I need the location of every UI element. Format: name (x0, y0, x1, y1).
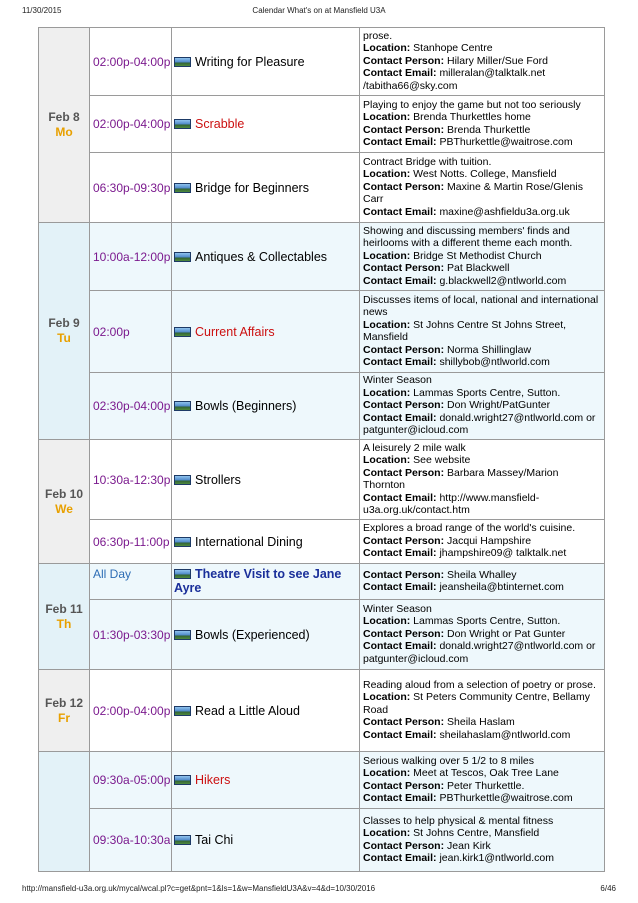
location-label: Location: (363, 168, 411, 181)
event-icon[interactable] (174, 57, 191, 67)
event-title[interactable]: Writing for Pleasure (195, 54, 305, 69)
event-title-cell[interactable] (172, 752, 360, 809)
event-contact-email: PBThurkettle@waitrose.com (439, 792, 573, 804)
event-contact-email: donald.wright27@ntlworld.com or patgunter@icloud.com (363, 411, 596, 437)
event-contact-person: Don Wright/PatGunter (447, 399, 551, 412)
event-details (360, 752, 605, 809)
contact-person-label: Contact Person: (363, 54, 445, 67)
day-cell (39, 670, 90, 752)
event-time: 02:00p-04:00p (90, 28, 172, 96)
event-contact-email: g.blackwell2@ntlworld.com (439, 274, 567, 287)
event-location: St Johns Centre, Mansfield (413, 827, 540, 839)
event-contact-email: shillybob@ntlworld.com (439, 356, 550, 368)
event-details (360, 291, 605, 373)
day-date: Feb 11 (45, 601, 83, 616)
event-time: 02:30p-04:00p (90, 373, 172, 440)
event-details (360, 670, 605, 752)
event-contact-person: Don Wright or Pat Gunter (447, 627, 566, 640)
contact-email-label: Contact Email: (363, 640, 437, 653)
contact-person-label: Contact Person: (363, 534, 445, 547)
calendar-table (38, 27, 605, 872)
event-description: Reading aloud from a selection of poetry or prose. (363, 678, 596, 691)
event-contact-person: Jean Kirk (447, 839, 491, 852)
event-row (39, 809, 605, 872)
event-description: Showing and discussing members' finds and heirlooms with a different theme each month. (363, 224, 573, 250)
contact-person-label: Contact Person: (363, 779, 445, 792)
contact-email-label: Contact Email: (363, 491, 437, 504)
event-location: Lammas Sports Centre, Sutton. (413, 615, 561, 628)
event-row (39, 600, 605, 670)
contact-person-label: Contact Person: (363, 627, 445, 640)
event-contact-email: jeansheila@btinternet.com (439, 581, 564, 593)
event-description: Discusses items of local, national and international news (363, 293, 599, 318)
event-details (360, 223, 605, 291)
contact-email-label: Contact Email: (363, 411, 437, 424)
contact-person-label: Contact Person: (363, 180, 445, 193)
event-title-cell[interactable] (172, 223, 360, 291)
event-title-cell[interactable] (172, 564, 360, 600)
event-time: 09:30a-10:30a (90, 809, 172, 872)
event-time: 02:00p-04:00p (90, 670, 172, 752)
day-date: Feb 12 (44, 695, 83, 710)
event-contact-email: maxine@ashfieldu3a.org.uk (439, 205, 570, 218)
event-title-cell[interactable] (172, 809, 360, 872)
print-date: 11/30/2015 (22, 6, 62, 15)
event-title-cell[interactable] (172, 96, 360, 153)
event-title[interactable]: Antiques & Collectables (195, 249, 328, 264)
event-icon[interactable] (174, 475, 191, 485)
event-description: A leisurely 2 mile walk (363, 441, 466, 454)
print-url: http://mansfield-u3a.org.uk/mycal/wcal.pl?c=get&pnt=1&ls=1&w=MansfieldU3A&v=4&d=10/30/2016 (22, 884, 376, 893)
day-cell (39, 564, 90, 670)
location-label: Location: (363, 42, 411, 55)
day-cell (39, 223, 90, 440)
event-title[interactable]: Hikers (195, 773, 231, 787)
contact-email-label: Contact Email: (363, 274, 437, 287)
contact-email-label: Contact Email: (363, 792, 437, 804)
event-title[interactable]: Bowls (Beginners) (195, 399, 297, 413)
event-location: Bridge St Methodist Church (413, 249, 542, 262)
event-title-cell[interactable] (172, 670, 360, 752)
event-icon[interactable] (174, 119, 191, 129)
event-row (39, 440, 605, 520)
event-description: Contract Bridge with tuition. (363, 155, 492, 168)
event-title[interactable]: Scrabble (195, 117, 245, 131)
event-details (360, 600, 605, 670)
event-description: Playing to enjoy the game but not too seriously (363, 98, 581, 111)
day-cell (39, 28, 90, 223)
day-cell (39, 752, 90, 872)
contact-person-label: Contact Person: (363, 343, 445, 356)
event-title-cell[interactable] (172, 440, 360, 520)
contact-person-label: Contact Person: (363, 568, 445, 581)
contact-email-label: Contact Email: (363, 547, 437, 560)
event-location: Meet at Tescos, Oak Tree Lane (413, 767, 559, 779)
event-title-cell[interactable] (172, 153, 360, 223)
event-time: 10:30a-12:30p (90, 440, 172, 520)
location-label: Location: (363, 111, 411, 123)
event-description: Classes to help physical & mental fitness (363, 814, 554, 827)
event-contact-person: Hilary Miller/Sue Ford (447, 54, 548, 67)
day-date: Feb 8 (48, 110, 80, 124)
event-description: prose. (363, 29, 393, 42)
event-location: See website (413, 454, 471, 466)
event-icon[interactable] (174, 775, 191, 785)
event-details (360, 153, 605, 223)
event-time: 02:00p (90, 291, 172, 373)
event-title[interactable]: Read a Little Aloud (195, 703, 300, 718)
event-row (39, 670, 605, 752)
event-time: 01:30p-03:30p (90, 600, 172, 670)
event-title[interactable]: Bowls (Experienced) (195, 627, 310, 642)
contact-email-label: Contact Email: (363, 581, 437, 593)
event-row (39, 520, 605, 564)
location-label: Location: (363, 454, 411, 466)
location-label: Location: (363, 318, 411, 331)
day-date: Feb 9 (48, 316, 80, 330)
event-icon[interactable] (174, 252, 191, 262)
event-time: 09:30a-05:00p (90, 752, 172, 809)
event-contact-email: milleralan@talktalk.net /tabitha66@sky.com (363, 67, 546, 92)
contact-person-label: Contact Person: (363, 466, 445, 479)
contact-email-label: Contact Email: (363, 67, 437, 80)
event-contact-person: Brenda Thurkettle (447, 123, 531, 136)
event-contact-person: Sheila Haslam (447, 716, 515, 729)
event-details (360, 520, 605, 564)
event-description: Winter Season (363, 374, 432, 387)
location-label: Location: (363, 767, 411, 779)
event-details (360, 440, 605, 520)
contact-email-label: Contact Email: (363, 852, 437, 864)
event-location: Brenda Thurkettles home (413, 111, 531, 123)
event-row (39, 96, 605, 153)
day-name: Mo (55, 125, 73, 139)
event-contact-email: sheilahaslam@ntlworld.com (439, 728, 571, 741)
event-row (39, 223, 605, 291)
day-name: We (55, 501, 73, 516)
contact-person-label: Contact Person: (363, 839, 445, 852)
event-icon[interactable] (174, 401, 191, 411)
event-time: 06:30p-11:00p (90, 520, 172, 564)
event-description: Serious walking over 5 1/2 to 8 miles (363, 754, 534, 767)
event-icon[interactable] (174, 183, 191, 193)
event-row (39, 752, 605, 809)
event-title[interactable]: Strollers (195, 472, 241, 487)
contact-email-label: Contact Email: (363, 356, 437, 368)
event-title-cell[interactable] (172, 600, 360, 670)
event-details (360, 373, 605, 440)
event-row (39, 291, 605, 373)
contact-email-label: Contact Email: (363, 136, 437, 148)
event-icon[interactable] (174, 835, 191, 845)
event-details (360, 564, 605, 600)
event-details (360, 28, 605, 96)
event-icon[interactable] (174, 630, 191, 640)
event-contact-email: donald.wright27@ntlworld.com or patgunter@icloud.com (363, 640, 596, 665)
event-details (360, 809, 605, 872)
location-label: Location: (363, 386, 411, 399)
day-name: Tu (57, 331, 71, 345)
event-description: Winter Season (363, 602, 432, 615)
day-cell (39, 440, 90, 564)
event-contact-person: Sheila Whalley (447, 568, 517, 581)
event-title-cell[interactable] (172, 520, 360, 564)
contact-person-label: Contact Person: (363, 716, 445, 729)
event-location: St Johns Centre St Johns Street, Mansfield (363, 318, 567, 343)
print-header (0, 6, 638, 18)
event-contact-email: PBThurkettle@waitrose.com (439, 136, 573, 148)
print-title: Calendar What's on at Mansfield U3A (252, 6, 386, 15)
contact-person-label: Contact Person: (363, 123, 445, 136)
event-time: 06:30p-09:30p (90, 153, 172, 223)
location-label: Location: (363, 249, 411, 262)
location-label: Location: (363, 615, 411, 628)
contact-person-label: Contact Person: (363, 399, 445, 412)
event-icon[interactable] (174, 706, 191, 716)
event-row (39, 153, 605, 223)
event-contact-person: Peter Thurkettle. (447, 779, 525, 792)
event-location: Lammas Sports Centre, Sutton. (413, 386, 561, 399)
event-icon[interactable] (174, 327, 191, 337)
location-label: Location: (363, 827, 411, 839)
event-contact-person: Pat Blackwell (447, 262, 510, 275)
event-location: St Peters Community Centre, Bellamy Road (363, 691, 590, 716)
event-title[interactable]: International Dining (195, 534, 303, 549)
event-details (360, 96, 605, 153)
event-location: Stanhope Centre (413, 42, 493, 55)
event-contact-person: Maxine & Martin Rose/Glenis Carr (363, 180, 583, 206)
event-title-cell[interactable] (172, 28, 360, 96)
contact-person-label: Contact Person: (363, 262, 445, 275)
event-time: All Day (90, 564, 172, 600)
event-description: Explores a broad range of the world's cuisine. (363, 522, 576, 535)
event-title[interactable]: Theatre Visit to see Jane Ayre (174, 567, 342, 595)
event-contact-email: http://www.mansfield-u3a.org.uk/contact.htm (363, 491, 540, 516)
day-name: Th (56, 616, 72, 631)
event-time: 10:00a-12:00p (90, 223, 172, 291)
event-contact-person: Barbara Massey/Marion Thornton (363, 466, 559, 491)
event-contact-email: jhampshire09@ talktalk.net (439, 547, 567, 560)
event-title-cell[interactable] (172, 373, 360, 440)
event-title[interactable]: Current Affairs (195, 324, 275, 339)
event-contact-email: jean.kirk1@ntlworld.com (439, 852, 554, 864)
contact-email-label: Contact Email: (363, 205, 437, 218)
event-contact-person: Jacqui Hampshire (447, 534, 532, 547)
event-row (39, 564, 605, 600)
event-title[interactable]: Tai Chi (195, 833, 234, 847)
day-date: Feb 10 (44, 486, 83, 501)
event-contact-person: Norma Shillinglaw (447, 343, 532, 356)
page-number: 6/46 (600, 884, 616, 893)
event-time: 02:00p-04:00p (90, 96, 172, 153)
event-icon[interactable] (174, 569, 191, 579)
location-label: Location: (363, 691, 411, 704)
event-location: West Notts. College, Mansfield (413, 168, 557, 181)
day-name: Fr (58, 710, 70, 725)
event-row (39, 373, 605, 440)
event-title-cell[interactable] (172, 291, 360, 373)
event-row (39, 28, 605, 96)
contact-email-label: Contact Email: (363, 728, 437, 741)
event-icon[interactable] (174, 537, 191, 547)
event-title[interactable]: Bridge for Beginners (195, 180, 309, 195)
print-footer (0, 884, 638, 896)
